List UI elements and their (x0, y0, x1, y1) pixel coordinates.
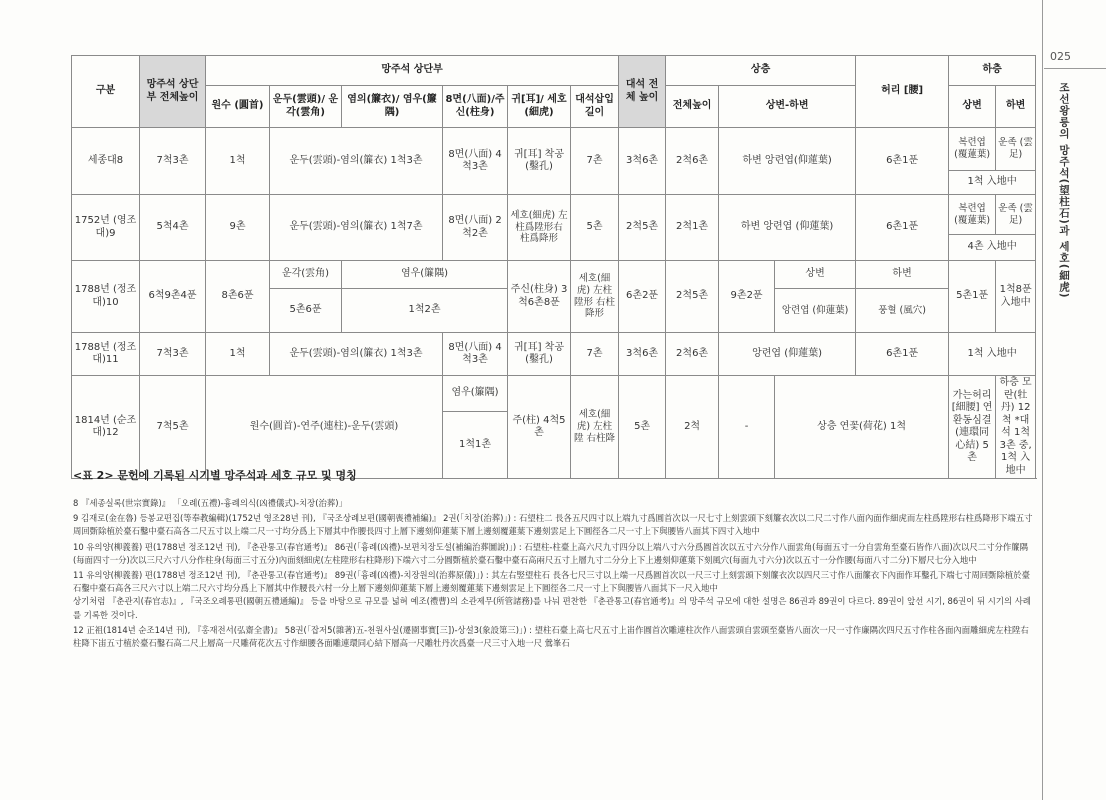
cell-sang-updown: 하변 앙련엽 (仰蓮葉) (719, 195, 856, 261)
cell-sang-total: 9촌2푼 (719, 261, 775, 333)
footnote: 10 유의양(柳義養) 편(1788년 정조12년 刊), 『춘관통고(春官通考)』 86권(「흉례(凶禮)-보편치장도설(補編治葬圖說)」) : 石望柱-柱臺上高六尺九寸四分以上端八寸六分爲圓首次以五寸六分作八面雲角(每面五寸一分自雲角至臺石皆作八面)次以尺二寸分作簾隅(每面四寸一分)次以三尺六寸八分作柱身(每面三寸五分)內面刻細虎(左柱陞形右柱降形)下端六寸二分圓斲植於臺石鑿中臺石高兩尺五寸上層九寸二分分上下上邊刻仰蓮葉下刻風穴(每面九寸六分)次以五寸一分作腰(每面八寸二分)下層尺七分入地中 (73, 541, 1028, 565)
cell-sang-total: 2척1촌 (666, 195, 719, 261)
cell-undu: 운두(雲頭)-염의(簾衣) 1척3촌 (270, 333, 443, 376)
row-label: 세종대8 (72, 128, 140, 195)
cell-insert: 6촌2푼 (619, 261, 666, 333)
cell-sang-down-head: 하변 (856, 261, 949, 289)
page-number: 025 (1050, 50, 1071, 63)
cell-wonsu: 9촌 (206, 195, 270, 261)
cell-ha-down: 운족 (雲足) (996, 195, 1036, 235)
cell-wonsu: 1척 (206, 128, 270, 195)
cell-daeseok: 2척5촌 (666, 261, 719, 333)
cell-total: 6척9촌4푼 (140, 261, 206, 333)
cell-wonsu: 8촌6푼 (206, 261, 270, 333)
cell-total: 7척5촌 (140, 376, 206, 479)
cell-heori: 5촌1푼 (949, 261, 996, 333)
header-upper-section: 망주석 상단부 (206, 56, 619, 86)
cell-gwi: 귀[耳] 착공(鑿孔) (508, 333, 571, 376)
header-ha-down: 하변 (996, 86, 1036, 128)
cell-ha-up: 복련엽 (覆蓮葉) (949, 195, 996, 235)
row-label: 1752년 (영조대)9 (72, 195, 140, 261)
cell-ungak-head: 운각(雲角) (270, 261, 342, 289)
cell-total: 7척3촌 (140, 128, 206, 195)
cell-body: 주(柱) 4척5촌 (508, 376, 571, 479)
cell-gwi: 세호(細虎) 左柱陞 右柱降 (571, 376, 619, 479)
row-label: 1788년 (정조대)11 (72, 333, 140, 376)
cell-yeomu: 1척1촌 (443, 412, 508, 479)
cell-ha: 1척 入地中 (949, 333, 1036, 376)
cell-sang-updown: 앙련엽 (仰蓮葉) (719, 333, 856, 376)
cell-sang-total: - (719, 376, 775, 479)
header-hacheung: 하층 (949, 56, 1036, 86)
cell-wonsu: 1척 (206, 333, 270, 376)
header-sang-updown: 상변-하변 (719, 86, 856, 128)
header-8myeon: 8면(八面)/주 신(柱身) (443, 86, 508, 128)
cell-gwi: 귀[耳] 착공(鑿孔) (508, 128, 571, 195)
cell-undu: 운두(雲頭)-염의(簾衣) 1척7촌 (270, 195, 443, 261)
cell-sang-updown: 하변 앙련엽(仰蓮葉) (719, 128, 856, 195)
page-number-rule (1044, 68, 1106, 69)
cell-yeomu-head: 염우(簾隅) (342, 261, 508, 289)
cell-ha: 하층 모란(牡丹) 12척 *대석 1척3촌 중, 1척 入地中 (996, 376, 1036, 479)
cell-gwi: 세호(細虎) 左柱陞形 右柱降形 (571, 261, 619, 333)
cell-insert: 7촌 (571, 333, 619, 376)
cell-wonsu-undu: 원수(圓首)-연주(連柱)-운두(雲頭) (206, 376, 443, 479)
cell-yeomu: 1척2촌 (342, 289, 508, 333)
dimension-table (71, 55, 1036, 479)
header-gubun: 구분 (72, 56, 140, 128)
cell-daeseok: 2척 (666, 376, 719, 479)
header-gwi: 귀[耳]/ 세호(細虎) (508, 86, 571, 128)
cell-sang-down: 풍혈 (風穴) (856, 289, 949, 333)
cell-sang-up: 앙련엽 (仰蓮葉) (775, 289, 856, 333)
cell-sang-total: 2척6촌 (666, 128, 719, 195)
header-undu: 운두(雲頭)/ 운각(雲角) (270, 86, 342, 128)
margin-rule (1042, 0, 1043, 800)
cell-daeseok: 3척6촌 (619, 333, 666, 376)
cell-ha-bottom: 4촌 入地中 (949, 235, 1036, 261)
cell-heori: 6촌1푼 (856, 195, 949, 261)
cell-ha-bottom: 1척 入地中 (949, 171, 1036, 195)
header-sang-total: 전체높이 (666, 86, 719, 128)
footnotes (73, 497, 1035, 650)
cell-gwi: 세호(細虎) 左柱爲陞形右 柱爲降形 (508, 195, 571, 261)
cell-ha: 1척8푼 入地中 (996, 261, 1036, 333)
cell-insert: 5촌 (619, 376, 666, 479)
header-daeseok-height: 대석 전체 높이 (619, 56, 666, 128)
running-title: 조선왕릉의 망주석(望柱石)과 세호(細虎) (1058, 82, 1070, 299)
header-total-height: 망주석 상단부 전체높이 (140, 56, 206, 128)
cell-daeseok: 3척6촌 (619, 128, 666, 195)
cell-heori: 가는허리 [細腰] 연환동심결 (連環同心結) 5촌 (949, 376, 996, 479)
table-caption: <표 2> 문헌에 기록된 시기별 망주석과 세호 규모 및 명칭 (73, 469, 357, 482)
row-label: 1788년 (정조대)10 (72, 261, 140, 333)
cell-total: 5척4촌 (140, 195, 206, 261)
cell-body: 8면(八面) 4척3촌 (443, 128, 508, 195)
header-yeomui: 염의(簾衣)/ 염우(簾隅) (342, 86, 443, 128)
cell-sang-updown: 상층 연꽃(荷花) 1척 (775, 376, 949, 479)
cell-insert: 5촌 (571, 195, 619, 261)
footnote: 11 유의양(柳義養) 편(1788년 정조12년 刊), 『춘관통고(春官通考)』 89권(「흉례(凶禮)-치장원의(治葬原儀)」) : 其左右竪望柱石 長各七尺三寸以上端一尺爲圓首次以一尺三寸上刻雲頭下刻簾衣次以四尺三寸作八面簾衣下內面作耳鑿孔下端七寸周回斲除植於臺石鑿中臺石高各三尺六寸以上端二尺六寸均分爲上下層其中作腰長六村一分上層下邊刻仰蓮葉下層上邊刻覆蓮葉下邊刻雲足上下圓徑各二尺一寸上下與腰皆八面其下一尺入地中 (73, 570, 1031, 594)
header-insert-length: 대석삽입 길이 (571, 86, 619, 128)
header-sangcheung: 상층 (666, 56, 856, 86)
cell-ungak: 5촌6푼 (270, 289, 342, 333)
cell-total: 7척3촌 (140, 333, 206, 376)
cell-ha-up: 복련엽 (覆蓮葉) (949, 128, 996, 171)
cell-yeomu-head: 염우(簾隅) (443, 376, 508, 412)
cell-body: 8면(八面) 2척2촌 (443, 195, 508, 261)
cell-sang-up-head: 상변 (775, 261, 856, 289)
cell-sang-total: 2척6촌 (666, 333, 719, 376)
footnote: 9 김재로(金在魯) 등봉교편집(等奉教編輯)(1752년 영조28년 刊), 『국조상례보편(國朝喪禮補編)』 2권(「치장(治葬)」) : 石望柱二 長各五尺四寸以上端九寸爲圓首次以一尺七寸上刻雲頭下刻簾衣次以二尺二寸作八面內面作細虎而左柱爲陞形右柱爲降形下端五寸周回斲除植於臺石鑿中臺石高各二尺五寸以上端二尺一寸均分爲上下層其中作腰長四寸上層下邊刻仰蓮葉下層上邊刻覆蓮葉下邊刻雲足上下圓徑各二尺一寸上下與腰皆八面其下四寸入地中 (73, 513, 1033, 537)
header-wonsu: 원수 (圓首) (206, 86, 270, 128)
cell-ha-down: 운족 (雲足) (996, 128, 1036, 171)
cell-heori: 6촌1푼 (856, 333, 949, 376)
cell-undu: 운두(雲頭)-염의(簾衣) 1척3촌 (270, 128, 443, 195)
cell-body: 8면(八面) 4척3촌 (443, 333, 508, 376)
row-label: 1814년 (순조대)12 (72, 376, 140, 479)
cell-heori: 6촌1푼 (856, 128, 949, 195)
footnote-continuation: 상기처럼 『춘관지(春官志)』, 『국조오례통편(國朝五禮通編)』 등을 바탕으로 규모를 넓혀 예조(禮曹)의 소관제무(所管諸務)를 나눠 편찬한 『춘관통고(春官通考)』의 망주석 규모에 대한 설명은 86권과 89권이 다르다. 89권이 앞선 시기, 86권이 뒤 시기의 사례를 기록한 것이다. (73, 596, 1031, 620)
footnote: 8 『세종실록(世宗實錄)』 「오례(五禮)-흉례의식(凶禮儀式)-치장(治葬)」 (73, 498, 347, 508)
footnote: 12 正祖(1814년 순조14년 刊), 『홍재전서(弘齋全書)』 58권(「잡저5(雜著)五-천원사실(遷園事實[三])-상설3(象設第三)」) : 望柱石臺上高七尺五寸上峀作圓首次雕連柱次作八面雲頭自雲頭至臺皆八面次一尺一寸作廉隅次四尺五寸作柱各面內面雕細虎左柱陞右柱降下峀五寸植於臺石鑿石高二尺上層高一尺雕荷花次五寸作細腰各面雕連環同心結下層高一尺雕牡丹次爲臺一尺三寸入地一尺 鶯峯石 (73, 624, 1029, 649)
cell-body: 주신(柱身) 3척6촌8푼 (508, 261, 571, 333)
header-heori: 허리 [腰] (856, 56, 949, 128)
cell-daeseok: 2척5촌 (619, 195, 666, 261)
header-ha-up: 상변 (949, 86, 996, 128)
cell-insert: 7촌 (571, 128, 619, 195)
